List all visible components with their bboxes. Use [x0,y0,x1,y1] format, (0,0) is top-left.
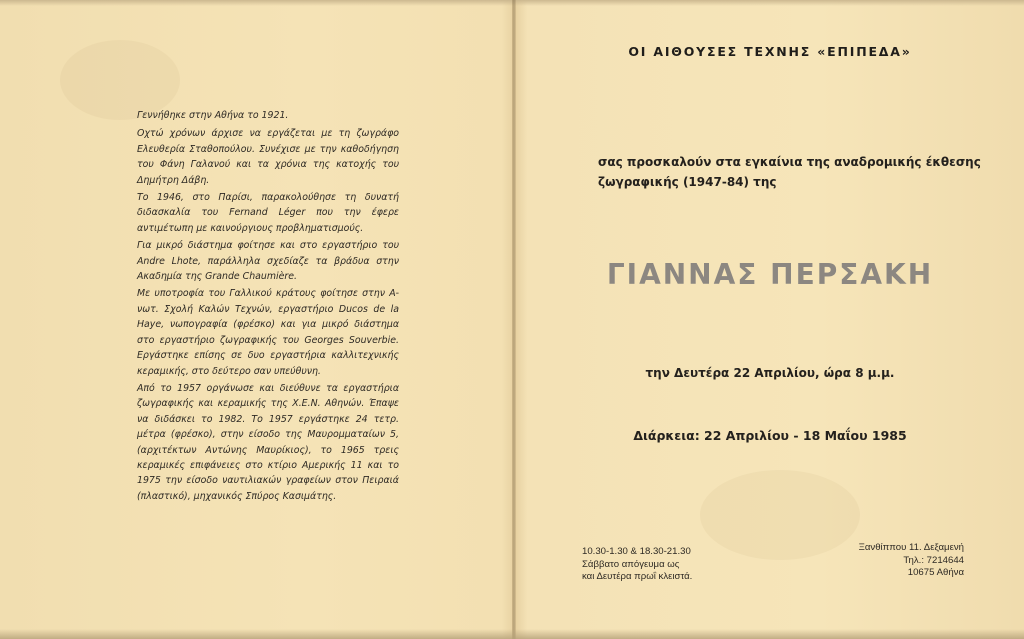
bio-paragraph: Με υποτροφία του Γαλλικού κράτους φοίτησε στην Α-νωτ. Σχολή Καλών Τεχνών, εργαστήριο Ducos de la Haye, νωπογραφία (φρέσκο) και για μικρό διάστημα στο εργαστήριο ζωγραφικής του Georges Souverbie. Εργάστηκε επίσης σε δυο εργαστήρια καλλιτεχνικής κεραμικής, στο δεύτερο σαν υπεύθυνη. [137,288,399,377]
gallery-title: ΟΙ ΑΙΘΟΥΣΕΣ ΤΕΧΝΗΣ «ΕΠΙΠΕΔΑ» [628,44,912,59]
exhibition-duration: Διάρκεια: 22 Απριλίου - 18 Μαΐου 1985 [633,428,907,443]
hours-line: και Δευτέρα πρωΐ κλειστά. [582,571,693,583]
address-line: Ξανθίππου 11. Δεξαμενή [858,542,964,553]
opening-date: την Δευτέρα 22 Απριλίου, ώρα 8 μ.μ. [645,366,895,380]
hours-line: Σάββατο απόγευμα ως [582,558,680,570]
gallery-address [764,542,964,580]
artist-biography [137,108,399,506]
paper-bottom-edge [0,629,1024,639]
invitation-text [598,152,981,192]
bio-paragraph: Το 1946, στο Παρίσι, παρακολούθησε τη δυνατή διδασκαλία του Fernand Léger που την έφερε αντιμέτωπη με καινούργιους προβληματισμούς. [137,192,399,234]
bio-paragraph: Για μικρό διάστημα φοίτησε και στο εργαστήριο του Andre Lhote, παράλληλα σχεδίαζε τα βράδυα στην Ακαδημία της Grande Chaumière. [137,240,399,283]
bio-paragraph: Γεννήθηκε στην Αθήνα το 1921. [137,110,289,121]
address-line: 10675 Αθήνα [907,567,964,579]
artist-name: ΓΙΑΝΝΑΣ ΠΕΡΣΑΚΗ [606,258,934,291]
address-line: Τηλ.: 7214644 [903,554,964,566]
right-page [516,0,1024,639]
hours-line: 10.30-1.30 & 18.30-21.30 [582,546,691,557]
invitation-line: σας προσκαλούν στα εγκαίνια της αναδρομικής έκθεσης [598,155,981,169]
invitation-line: ζωγραφικής (1947-84) της [598,175,777,189]
bio-paragraph: Από το 1957 οργάνωσε και διεύθυνε τα εργαστήρια ζωγραφικής και κεραμικής της Χ.Ε.Ν. Αθηνών. Έπαψε να διδάσκει το 1982. Το 1957 εργάστηκε 24 τετρ. μέτρα (φρέσκο), στην είσοδο της Μαυρομματαίων 5, (αρχιτέκτων Αντώνης Μαυρίκιος), το 1965 τρεις κεραμικές επιφάνειες στο κτίριο Αμερικής 11 και το 1975 την είσοδο ναυτιλιακών γραφείων στον Πειραιά (πλαστικό), μηχανικός Σπύρος Κασιμάτης. [137,382,399,502]
bio-paragraph: Οχτώ χρόνων άρχισε να εργάζεται με τη ζωγράφο Ελευθερία Σταθοπούλου. Συνέχισε με την καθοδήγηση του Φάνη Γαλανού και τα χρόνια της κατοχής του Δημήτρη Δάβη. [137,128,399,186]
opening-hours [582,546,792,584]
